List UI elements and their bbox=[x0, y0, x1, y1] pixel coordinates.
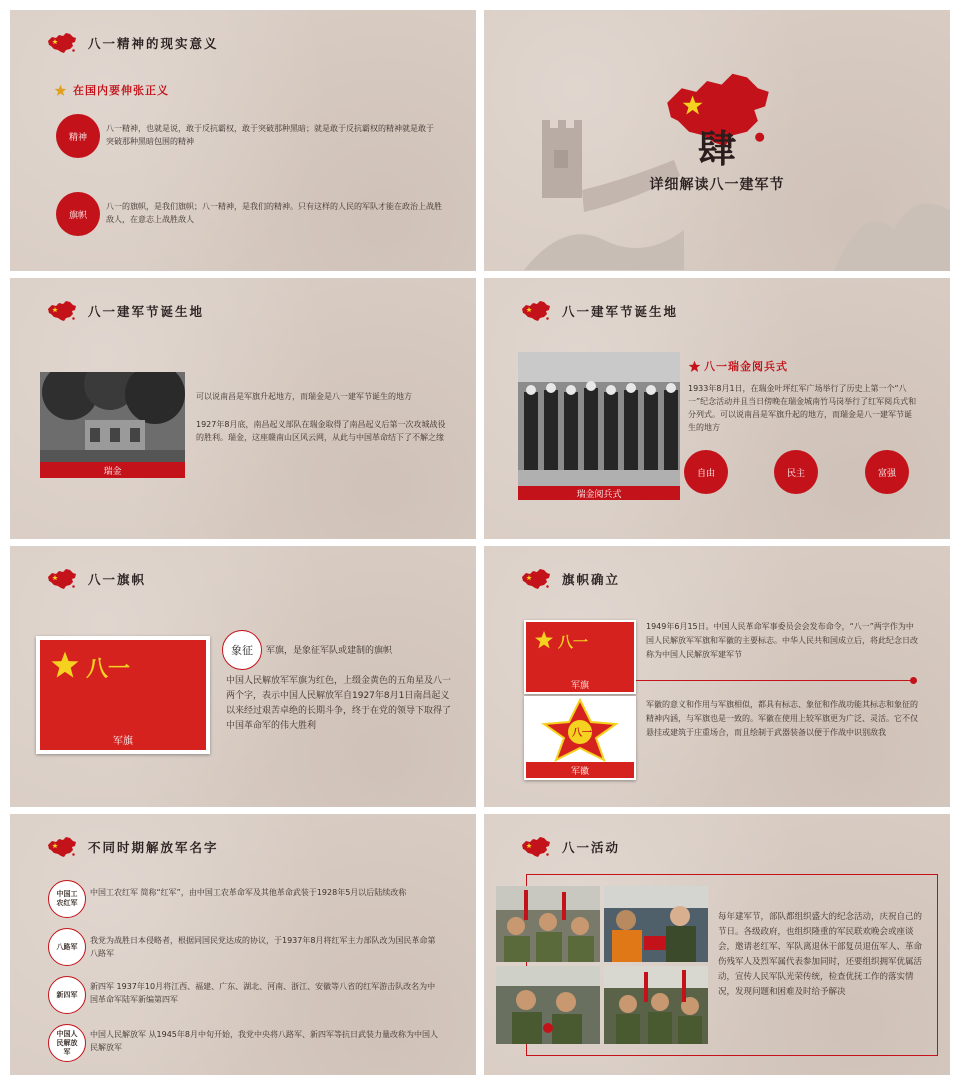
divider-dot bbox=[910, 677, 917, 684]
china-map-icon bbox=[46, 836, 78, 858]
army-flag bbox=[526, 622, 634, 692]
section-title: 详细解读八一建军节 bbox=[649, 177, 785, 193]
slide-header bbox=[520, 300, 678, 322]
china-map-icon bbox=[520, 300, 552, 322]
activity-photo-3-image bbox=[496, 966, 600, 1044]
eighth-route-text: 我党为战胜日本侵略者，根据同国民党达成的协议，于1937年8月将红军主力部队改为国民革命第八路军 bbox=[90, 936, 436, 958]
slide-activities bbox=[484, 814, 950, 1075]
emblem-frame bbox=[524, 696, 636, 780]
slide-section-cover bbox=[484, 10, 950, 271]
activity-photo-1 bbox=[496, 886, 600, 962]
slide-title: 八一建军节诞生地 bbox=[88, 304, 205, 319]
slide-title: 不同时期解放军名字 bbox=[88, 840, 219, 855]
banner-text: 八一的旗帜，是我们旗帜；八一精神，是我们的精神。只有这样的人民的军队才能在政治上战胜敌人，在意志上战胜敌人 bbox=[106, 202, 442, 224]
parade-text: 1933年8月1日，在瑞金叶坪红军广场举行了历史上第一个“八一”纪念活动并且当日傍晚在瑞金城南竹马岗举行了红军阅兵式和分列式。可以说南昌是军旗升起的地方，而瑞金是八一建军节诞生的地方 bbox=[688, 384, 917, 432]
new-fourth-text: 新四军 1937年10月将江西、福建、广东、湖北、河南、浙江、安徽等八省的红军游击队改名为中国革命军陆军新编第四军 bbox=[90, 982, 436, 1004]
slide-subtitle: 八一瑞金阅兵式 bbox=[704, 360, 788, 373]
emblem-text: 八一 bbox=[572, 728, 592, 739]
china-map-icon bbox=[46, 300, 78, 322]
slide-ruijin-parade bbox=[484, 278, 950, 539]
emblem-meaning-text: 军徽的意义和作用与军旗相似，都具有标志、象征和作战功能其标志和象征的精神内涵，与军旗也是一致的。军徽在使用上较军旗更为广泛、灵活。它不仅悬挂或建筑于庄重场合，而且绘制于武器装备以便于作战中识别敌我 bbox=[646, 700, 918, 737]
emblem-caption: 军徽 bbox=[526, 762, 634, 778]
photo-caption: 瑞金阅兵式 bbox=[518, 486, 680, 500]
slide-subtitle: 在国内要伸张正义 bbox=[73, 84, 169, 97]
slide-spirit-meaning bbox=[10, 10, 476, 271]
subtitle-row bbox=[688, 358, 788, 374]
slide-title: 八一活动 bbox=[562, 840, 621, 855]
flag-text-body: 中国人民解放军军旗为红色，上缀金黄色的五角星及八一两个字，表示中国人民解放军自1927年8月1日南昌起义以来经过艰苦卓绝的长期斗争，终于在党的领导下取得了中国革命军的伟大胜利 bbox=[226, 676, 452, 731]
flag-lead: 军旗，是象征军队或建制的旗帜 bbox=[266, 646, 393, 656]
flag-caption: 军旗 bbox=[113, 736, 133, 747]
china-map-icon bbox=[520, 568, 552, 590]
badge-spirit: 精神 bbox=[56, 114, 100, 158]
spirit-text: 八一精神，也就是说，敢于反抗霸权，敢于突破那种黑暗；就是敢于反抗霸权的精神就是敢于突破那种黑暗包围的精神 bbox=[106, 124, 434, 146]
badge-new-fourth: 新四军 bbox=[48, 976, 86, 1014]
slide-title: 旗帜确立 bbox=[562, 572, 621, 587]
slide-header bbox=[46, 836, 219, 858]
slide-header bbox=[520, 836, 620, 858]
slide-header bbox=[46, 568, 146, 590]
badge-pla: 中国人民解放军 bbox=[48, 1024, 86, 1062]
circle-democracy: 民主 bbox=[774, 450, 818, 494]
slide-army-names bbox=[10, 814, 476, 1075]
activities-text: 每年建军节，部队都组织盛大的纪念活动，庆祝自己的节日。各级政府，也组织隆重的军民联欢晚会或座谈会，邀请老红军、军队离退休干部复员退伍军人、革命伤残军人及烈军属代表参加同时，还要组织拥军优属活动，宣传人民军队光荣传统，检查优抚工作的落实情况，发现问题和困难及时给予解决 bbox=[718, 912, 923, 997]
badge-eighth-route: 八路军 bbox=[48, 928, 86, 966]
flag-caption: 军旗 bbox=[570, 681, 589, 691]
slide-title: 八一建军节诞生地 bbox=[562, 304, 679, 319]
army-flag bbox=[40, 640, 206, 750]
slide-title: 八一旗帜 bbox=[88, 572, 147, 587]
slide-header bbox=[46, 32, 219, 54]
china-map-icon bbox=[520, 836, 552, 858]
established-text: 1949年6月15日。中国人民革命军事委员会会发布命令，“八一”两字作为中国人民解放军军旗和军徽的主要标志。中华人民共和国成立后，将此纪念日改称为中国人民解放军建军节 bbox=[646, 622, 918, 659]
flag-star-icon bbox=[50, 650, 80, 680]
flag-frame bbox=[524, 620, 636, 694]
activity-photo-2-image bbox=[604, 886, 708, 962]
circle-prosperity: 富强 bbox=[865, 450, 909, 494]
ruijin-photo bbox=[40, 372, 185, 462]
photo-caption: 瑞金 bbox=[40, 462, 185, 478]
star-icon bbox=[54, 84, 67, 97]
star-icon bbox=[688, 360, 701, 373]
badge-symbol: 象征 bbox=[222, 630, 262, 670]
slide-title: 八一精神的现实意义 bbox=[88, 36, 219, 51]
activity-photo-4 bbox=[604, 966, 708, 1044]
parade-photo-image bbox=[518, 352, 680, 486]
pla-text: 中国人民解放军 从1945年8月中旬开始，我党中央将八路军、新四军等抗日武装力量改称为中国人民解放军 bbox=[90, 1030, 438, 1052]
china-map-icon bbox=[46, 568, 78, 590]
subtitle-row bbox=[54, 82, 169, 98]
ruijin-photo-image bbox=[40, 372, 185, 462]
circle-freedom: 自由 bbox=[684, 450, 728, 494]
divider-line bbox=[636, 680, 912, 681]
flag-star-icon bbox=[534, 630, 554, 650]
badge-banner: 旗帜 bbox=[56, 192, 100, 236]
slide-header bbox=[520, 568, 620, 590]
slide-header bbox=[46, 300, 204, 322]
slide-banner-established bbox=[484, 546, 950, 807]
flag-frame bbox=[36, 636, 210, 754]
activity-photo-2 bbox=[604, 886, 708, 962]
flag-text: 八一 bbox=[558, 633, 589, 651]
activity-photo-1-image bbox=[496, 886, 600, 962]
section-number: 肆 bbox=[697, 126, 736, 171]
slide-banner bbox=[10, 546, 476, 807]
activity-photo-3 bbox=[496, 966, 600, 1044]
china-map-icon bbox=[46, 32, 78, 54]
badge-red-army: 中国工农红军 bbox=[48, 880, 86, 918]
birthplace-text: 1927年8月底，南昌起义部队在瑞金取得了南昌起义后第一次攻城战役的胜利。瑞金，这座赣南山区风云网，从此与中国革命结下了不解之缘 bbox=[196, 420, 446, 442]
slide-birthplace bbox=[10, 278, 476, 539]
parade-photo bbox=[518, 352, 680, 486]
red-army-text: 中国工农红军 简称“红军”，由中国工农革命军及其他革命武装于1928年5月以后陆续改称 bbox=[90, 888, 407, 897]
birthplace-lead: 可以说南昌是军旗升起地方，而瑞金是八一建军节诞生的地方 bbox=[196, 392, 412, 401]
activity-photo-4-image bbox=[604, 966, 708, 1044]
flag-text: 八一 bbox=[86, 657, 131, 682]
